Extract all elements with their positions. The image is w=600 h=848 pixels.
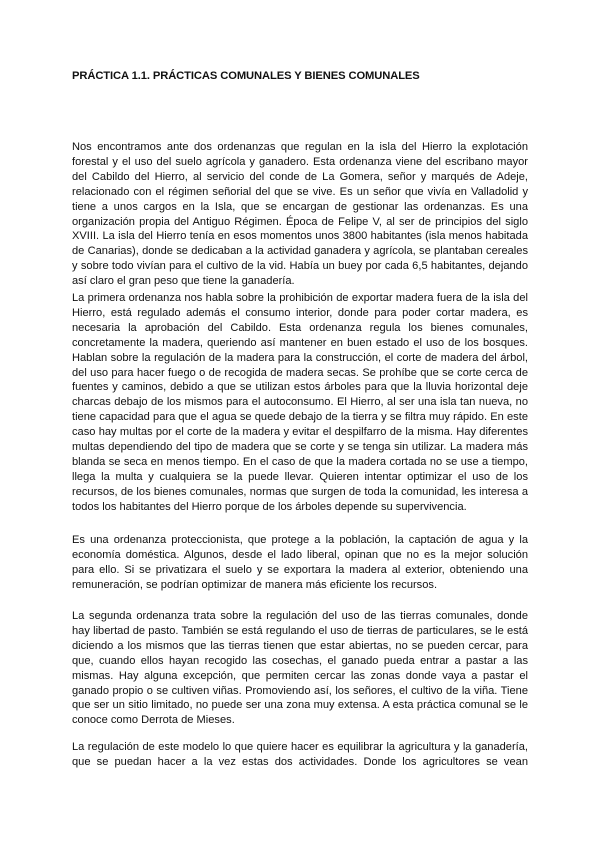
text-line: llega la multa y cualquiera se la puede llevar. Quieren intentar optimizar el uso de los [72,470,528,483]
text-line: del uso para hacer fuego o de recogida de madera secas. Se prohíbe que se corte cerca de [72,366,528,379]
text-line: recursos, de los bienes comunales, normas que surgen de toda la comunidad, les interesa a [72,485,528,498]
text-line: que ser un sitio limitado, no puede ser una zona muy extensa. A esta práctica comunal se le [72,699,528,712]
text-line: ganado propio o se cultiven viñas. Promoviendo así, los señores, el cultivo de la viña. Tiene [72,684,528,697]
text-line: forestal y el uso del suelo agrícola y ganadero. Esta ordenanza viene del escribano mayor [72,155,528,168]
text-line: XVIII. La isla del Hierro tenía en esos momentos unos 3800 habitantes (isla menos habitada [72,230,528,243]
paragraph-1 [72,140,528,289]
text-line: que, cuando ellos hayan recogido las cosechas, el ganado pueda entrar a pastar a las [72,654,528,667]
text-line: hay libertad de pasto. También se está regulando el uso de tierras de particulares, se le está [72,624,528,637]
text-line: todos los habitantes del Hierro porque de los árboles depende su supervivencia. [72,500,467,513]
document-title: PRÁCTICA 1.1. PRÁCTICAS COMUNALES Y BIENES COMUNALES [72,70,420,82]
paragraph-4 [72,609,528,728]
text-line: del Cabildo del Hierro, al servicio del conde de La Gomera, señor y marqués de Adeje, [72,170,528,183]
text-line: que se puedan hacer a la vez estas dos actividades. Donde los agricultores se vean [72,755,528,768]
paragraph-2 [72,291,528,515]
paragraph-3 [72,533,528,593]
text-line: La regulación de este modelo lo que quiere hacer es equilibrar la agricultura y la ganadería, [72,741,528,753]
text-line: necesaria la aprobación del Cabildo. Esta ordenanza regula los bienes comunales, [72,321,528,334]
text-line: charcas debajo de los mismos para el autoconsumo. El Hierro, al ser una isla tan nueva, no [72,396,528,409]
text-line: economía doméstica. Algunos, desde el lado liberal, opinan que no es la mejor solución [72,548,528,561]
paragraph-5 [72,740,528,770]
text-line: mismas. Hay alguna excepción, que permiten cercar las zonas donde vaya a pastar el [72,669,528,682]
text-line: así claro el gran peso que tiene la ganadería. [72,275,295,288]
text-line: tiene capacidad para que el agua se quede debajo de la tierra y se filtra muy rápido. En este [72,411,528,424]
text-line: de Canarias), donde se dedicaban a la actividad ganadera y agrícola, se plantaban cereales [72,245,528,258]
text-line: organización propia del Antiguo Régimen. Época de Felipe V, al ser de principios del siglo [72,215,528,228]
text-line: Hablan sobre la regulación de la madera para la construcción, el corte de madera del árbol, [72,351,528,364]
text-line: Nos encontramos ante dos ordenanzas que regulan en la isla del Hierro la explotación [72,141,528,153]
text-line: La primera ordenanza nos habla sobre la prohibición de exportar madera fuera de la isla del [72,292,528,304]
text-line: remuneración, se podrían optimizar de manera más eficiente los recursos. [72,578,438,591]
text-line: fuentes y caminos, debido a que se utilizan estos árboles para que la lluvia horizontal deje [72,381,528,394]
text-line: relacionado con el régimen señorial del que se vive. Es un señor que vivía en Valladolid y [72,185,528,198]
text-line: Es una ordenanza proteccionista, que protege a la población, la captación de agua y la [72,534,528,546]
text-line: concretamente la madera, queriendo así mantener en buen estado el uso de los bosques. [72,336,528,349]
text-line: y sobre todo vivían para el cultivo de la vid. Había un buey por cada 6,5 habitantes, dejando [72,260,528,273]
text-line: La segunda ordenanza trata sobre la regulación del uso de las tierras comunales, donde [72,610,528,622]
text-line: para ello. Si se privatizara el suelo y se exportara la madera al exterior, obteniendo una [72,563,528,576]
text-line: diciendo a los mismos que las tierras tienen que estar abiertas, no se pueden cercar, para [72,639,528,652]
text-line: caso hay multas por el corte de la madera y evitar el despilfarro de la misma. Hay diferentes [72,426,528,439]
text-line: blanda se seca en menos tiempo. En el caso de que la madera cortada no se use a tiempo, [72,455,528,468]
text-line: tiene a unos cargos en la Isla, que se encargan de gestionar las ordenanzas. Es una [72,200,528,213]
text-line: Hierro, está regulado además el consumo interior, donde para poder cortar madera, es [72,306,528,319]
text-line: conoce como Derrota de Mieses. [72,714,235,727]
text-line: multas dependiendo del tipo de madera que se corte y se tenga sin utilizar. La madera más [72,441,528,454]
